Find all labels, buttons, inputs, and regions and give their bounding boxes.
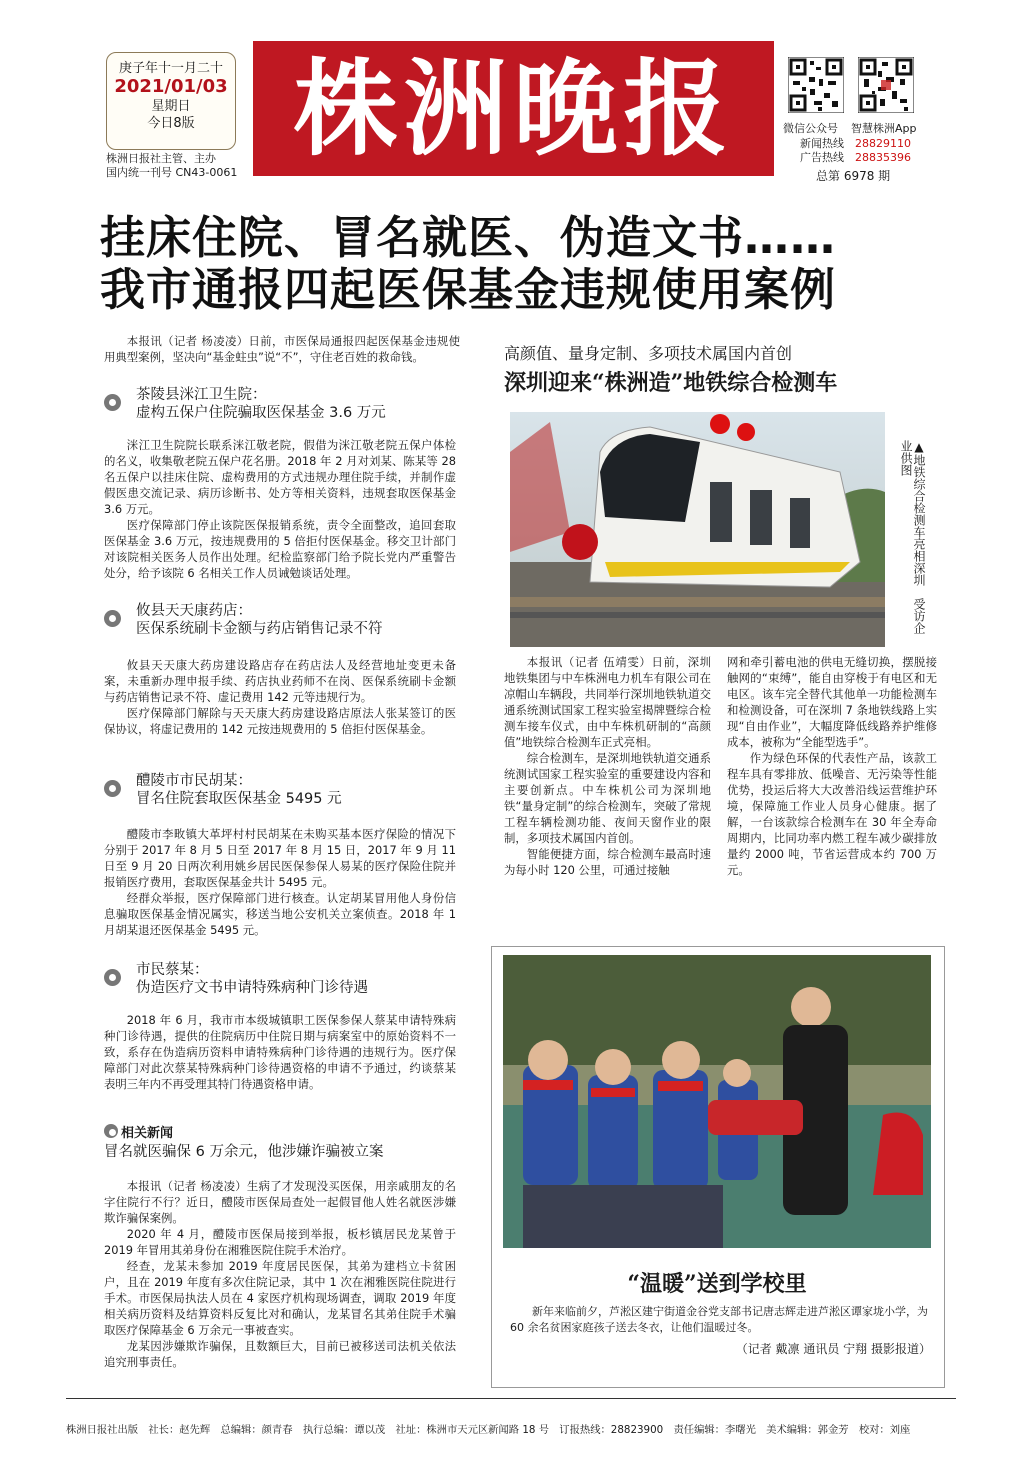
news-hotline-label: 新闻热线 xyxy=(800,137,844,150)
headline-line-1: 挂床住院、冒名就医、伪造文书…… xyxy=(100,211,837,264)
case-title: 攸县天天康药店： xyxy=(136,603,252,619)
case-subtitle: 伪造医疗文书申请特殊病种门诊待遇 xyxy=(136,980,368,996)
paragraph: 本报讯（记者 杨凌凌）生病了才发现没买医保，用亲戚朋友的名字住院行不行？近日，醴陵市医保局查处一起假冒他人姓名就医涉嫌欺诈骗保案例。 xyxy=(104,1179,456,1225)
ad-hotline: 28835396 xyxy=(855,151,911,164)
news-hotline: 28829110 xyxy=(855,137,911,150)
sponsor-info xyxy=(106,152,266,180)
date-box xyxy=(106,52,236,150)
app-qr-icon[interactable] xyxy=(858,57,914,113)
case-subtitle: 虚构五保户住院骗取医保基金 3.6 万元 xyxy=(136,405,386,421)
case-title: 市民蔡某： xyxy=(136,962,209,978)
bullet-icon xyxy=(104,969,121,986)
case-2-body xyxy=(104,657,456,737)
paragraph: 经群众举报，医疗保障部门进行核查。认定胡某冒用他人身份信息骗取医保基金情况属实，移送当地公安机关立案侦查。2018 年 1 月胡某退还医保基金 5495 元。 xyxy=(104,891,456,937)
article-kicker: 高颜值、量身定制、多项技术属国内首创 xyxy=(504,344,793,363)
case-3-body xyxy=(104,826,456,938)
app-label: 智慧株洲App xyxy=(851,122,917,135)
paragraph: 医疗保障部门停止该院医保报销系统，责令全面整改，追回套取医保基金 3.6 万元，按违规费用的 5 倍拒付医保基金。移交卫计部门对该院相关医务人员作出处理。纪检监察部门给予院长党内严重警告处分，给予该院 6 名相关工作人员诫勉谈话处理。 xyxy=(104,518,456,580)
lunar-date: 庚子年十一月二十 xyxy=(118,61,223,76)
paragraph: 2018 年 6 月，我市市本级城镇职工医保参保人蔡某申请特殊病种门诊待遇，提供的住院病历中住院日期与病案室中的原始资料不一致，系存在伪造病历资料申请特殊病种门诊待遇的违规行为。医疗保障部门对此次蔡某特殊病种门诊待遇资格的申请不予通过，约谈蔡某表明三年内不再受理其特门待遇资格申请。 xyxy=(104,1013,456,1091)
case-1-heading xyxy=(136,386,386,422)
paragraph: 醴陵市李畋镇大革坪村村民胡某在未购买基本医疗保险的情况下分别于 2017 年 8 月 5 日至 2017 年 8 月 15 日，2017 年 9 月 11 日至 9 月 20 日两次利用姚乡居民医保参保人易某的医疗保险住院并报销医疗费用，套取医保基金共计 5495 元。 xyxy=(104,827,456,889)
related-news-tag: 相关新闻 xyxy=(121,1126,174,1141)
bullet-icon xyxy=(104,780,121,797)
related-body xyxy=(104,1178,456,1370)
bullet-icon xyxy=(104,394,121,411)
bullet-icon xyxy=(104,610,121,627)
footer-rule xyxy=(66,1398,956,1399)
headline-line-2: 我市通报四起医保基金违规使用案例 xyxy=(100,263,837,316)
paragraph: 作为绿色环保的代表性产品，该款工程车具有零排放、低噪音、无污染等性能优势，投运后将大大改善沿线运营维护环境，保障施工作业人员身心健康。据了解，一台该款综合检测车在 30 年全寿命周期内，比同功率内燃工程车减少碳排放量约 2000 吨，节省运营成本约 700 万元。 xyxy=(727,751,937,877)
case-2-heading xyxy=(136,602,383,638)
publication-date: 2021/01/03 xyxy=(114,76,228,97)
paragraph: 洣江卫生院院长联系洣江敬老院，假借为洣江敬老院五保户体检的名义，收集敬老院五保户花名册。2018 年 2 月对刘某、陈某等 28 名五保户以挂床住院、虚构费用的方式违规办理住院手续，并制作虚假医患交流记录、病历诊断书、处方等相关资料，违规套取医保基金 3.6 万元。 xyxy=(104,438,456,516)
hotlines xyxy=(800,137,911,165)
case-4-body xyxy=(104,1012,456,1092)
case-1-body xyxy=(104,437,456,581)
newspaper-logo: 株洲晚报 xyxy=(253,41,774,176)
issue-number: 总第 6978 期 xyxy=(816,169,891,183)
paragraph: 智能便捷方面，综合检测车最高时速为每小时 120 公里，可通过接触 xyxy=(504,847,711,877)
metro-train-photo xyxy=(510,412,885,647)
sponsor-line: 株洲日报社主管、主办 xyxy=(106,152,216,165)
issn-line: 国内统一刊号 CN43-0061 xyxy=(106,166,238,179)
paragraph: 2020 年 4 月，醴陵市医保局接到举报，板杉镇居民龙某曾于 2019 年冒用其弟身份在湘雅医院住院手术治疗。 xyxy=(104,1227,456,1257)
main-headline xyxy=(100,212,836,316)
paragraph: 网和牵引蓄电池的供电无缝切换，摆脱接触网的“束缚”，能自由穿梭于有电区和无电区。该车完全替代其他单一功能检测车和检测设备，可在深圳 7 条地铁线路上实现“自由作业”，大幅度降低线路养护维修成本，被称为“全能型选手”。 xyxy=(727,655,937,749)
case-title: 醴陵市市民胡某： xyxy=(136,773,252,789)
paragraph: 综合检测车，是深圳地铁轨道交通系统测试国家工程实验室的重要建设内容和主要创新点。中车株机公司为深圳地铁“量身定制”的综合检测车，突破了常规工程车辆检测功能、夜间天窗作业的限制，多项技术属国内首创。 xyxy=(504,751,711,845)
photo-title: “温暖”送到学校里 xyxy=(627,1271,807,1297)
intro-paragraph: 本报讯（记者 杨凌凌）日前，市医保局通报四起医保基金违规使用典型案例，坚决向“基金蛀虫”说“不”，守住老百姓的救命钱。 xyxy=(104,334,460,364)
paragraph: 经查，龙某未参加 2019 年度居民医保，其弟为建档立卡贫困户，且在 2019 年度有多次住院记录，其中 1 次在湘雅医院住院进行手术。市医保局执法人员在 4 家医疗机构现场调查，调取 2019 年度相关病历资料及结算资料反复比对和确认，龙某冒名其弟住院手术骗取医疗保障基金 6 万余元一事被查实。 xyxy=(104,1259,456,1337)
case-3-heading xyxy=(136,772,342,808)
case-4-heading xyxy=(136,961,368,997)
paragraph: 医疗保障部门解除与天天康大药房建设路店原法人张某签订的医保协议，将虚记费用的 142 元按违规费用的 5 倍拒付医保基金。 xyxy=(104,706,456,736)
photo-credit: （记者 戴凛 通讯员 宁翔 摄影报道） xyxy=(735,1342,931,1356)
footer-credits: 株洲日报社出版 社长：赵先辉 总编辑：颜青春 执行总编：谭以茂 社址：株洲市天元区新闻路 18 号 订报热线：28823900 责任编辑：李曙光 美术编辑：郭金芳 校对：刘座 xyxy=(66,1424,911,1436)
paragraph: 龙某因涉嫌欺诈骗保，且数额巨大，目前已被移送司法机关依法追究刑事责任。 xyxy=(104,1339,456,1369)
ad-hotline-label: 广告热线 xyxy=(800,151,844,164)
case-subtitle: 冒名住院套取医保基金 5495 元 xyxy=(136,791,342,807)
wechat-qr-icon[interactable] xyxy=(788,57,844,113)
photo-caption: 新年来临前夕，芦淞区建宁街道金谷党支部书记唐志辉走进芦淞区谭家垅小学，为 60 余名贫困家庭孩子送去冬衣，让他们温暖过冬。 xyxy=(510,1305,928,1334)
page-count: 今日8版 xyxy=(147,116,195,131)
article-col-2 xyxy=(727,654,937,878)
article-col-1 xyxy=(504,654,711,878)
weekday: 星期日 xyxy=(151,99,191,114)
related-bullet-icon xyxy=(104,1124,118,1138)
paragraph: 本报讯（记者 伍靖雯）日前，深圳地铁集团与中车株洲电力机车有限公司在凉帽山车辆段，共同举行深圳地铁轨道交通系统测试国家工程实验室揭牌暨综合检测车接车仪式，由中车株机研制的“高颜值”地铁综合检测车正式亮相。 xyxy=(504,655,711,749)
article-title: 深圳迎来“株洲造”地铁综合检测车 xyxy=(504,370,838,396)
case-subtitle: 医保系统刷卡金额与药店销售记录不符 xyxy=(136,621,383,637)
case-title: 茶陵县洣江卫生院： xyxy=(136,387,267,403)
related-headline: 冒名就医骗保 6 万余元，他涉嫌诈骗被立案 xyxy=(104,1144,384,1160)
school-photo xyxy=(503,955,931,1248)
paragraph: 攸县天天康大药房建设路店存在药店法人及经营地址变更未备案，未重新办理申报手续、药店执业药师不在岗、医保系统刷卡金额与药店销售记录不符、虚记费用 142 元等违规行为。 xyxy=(104,658,456,704)
wechat-label: 微信公众号 xyxy=(783,122,838,135)
train-photo-caption: ▲地铁综合检测车亮相深圳 受访企业供图 xyxy=(899,440,926,634)
